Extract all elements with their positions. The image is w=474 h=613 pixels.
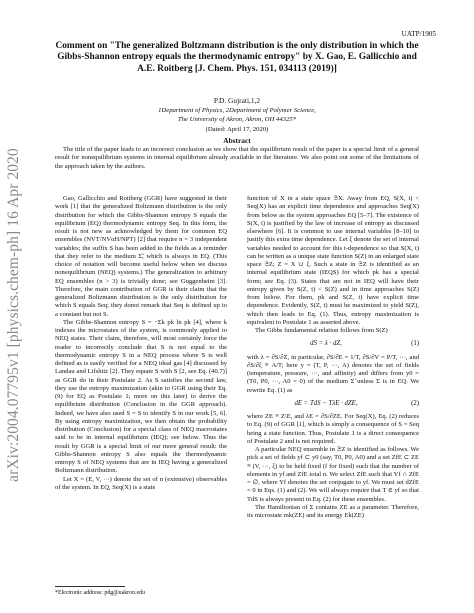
arxiv-identifier: arXiv:2004.07795v1 [physics.chem-ph] 16 Apr 2020 bbox=[5, 148, 22, 482]
right-column bbox=[247, 195, 419, 520]
preprint-number: UATP/1905 bbox=[401, 30, 436, 38]
affiliation-line-2: The University of Akron, Akron, OH 44325* bbox=[177, 116, 297, 123]
paragraph: Gao, Gallicchio and Roitberg (GGR) have suggested in their work [1] that the generalized Boltzmann distribution is the only distribution for which the Gibbs-Shannon entropy S equals the equilibrium (EQ) thermodynamic entropy Seq. In this form, the result is not new as acknowledged by them for common EQ ensembles (NVT/NVαH/NPT) [2] that require n = 3 independent variables; the suffix S has been added to the fields as a reminder that they refer to the medium Σ̃, which is always in EQ. (This choice of notation will become useful below when we discuss nonequilibrium (NEQ) systems.) The generalization to arbitrary EQ ensembles (n > 3) is trivially done; see Guggenheim [3]. Therefore, the main contribution of GGR is their claim that the generalized Boltzmann distribution is the only distribution for which S equals Seq; they donot remark that Seq is defined up to a constant but not S. bbox=[55, 195, 227, 318]
abstract-text: The title of the paper leads to an incorrect conclusion as we show that the equilibrium result of the paper is a special limit of a general result for nonequilibrium systems in internal equilibrium already available in the literature. We also point out some of the limitations of the approach taken by the authors. bbox=[55, 146, 419, 170]
affiliation-line-1: 1Department of Physics, 2Department of Polymer Science, bbox=[158, 107, 316, 114]
equation-body: dS = λ · dZ, bbox=[310, 340, 342, 348]
left-column bbox=[55, 195, 227, 492]
footnote-rule bbox=[55, 586, 125, 587]
equation-number: (1) bbox=[411, 340, 419, 348]
equation-1 bbox=[247, 340, 419, 348]
paragraph: A particular NEQ ensemble in 𝔖Z is identified as follows. We pick a set of fields yf ⊂ y0 (say, T0, P0, A0) and a set ZfE ⊂ ZE ≡ (V, ···, ξ) to be held fixed (f for fixed) such that the number of elements in yf and ZfE total n. We select ZfE such that Yf ∩ ZfE = ∅, where Yf denotes the set conjugate to yf. We must set dZfE = 0 in Eqs. (1) and (2). We will always require that T ∈ yf so that TdS is always present in Eq. (2) for these ensembles. bbox=[247, 446, 419, 503]
date-line: (Dated: April 17, 2020) bbox=[205, 126, 269, 133]
paper-title: Comment on "The generalized Boltzmann distribution is the only distribution in which the Gibbs-Shannon entropy equals the thermodynamic entropy" by X. Gao, E. Gallicchio and A.E. Roitberg [J. Chem. Phys. 151, 034113 (2019)] bbox=[55, 41, 419, 74]
paragraph: with λ = ∂S/∂Z, in particular, ∂S/∂E = 1/T, ∂S/∂V = P/T, ···, and ∂S/∂ξ ≡ A/T; here y = (T, P, ···, A) denotes the set of fields (temperature, pressure, ···, and affinity) and differs from y0 = (T0, P0, ···, A0 = 0) of the medium Σ̃ unless Σ is in EQ. We rewrite Eq. (1) as bbox=[247, 353, 419, 394]
equation-2 bbox=[247, 400, 419, 408]
paragraph: The Gibbs-Shannon entropy S = −Σk pk ln pk [4], where k indexes the microstates of the system, is commonly applied to NEQ states. Their claim, therefore, will most certainly force the reader to incorrectly conclude that S is not equal to the thermodynamic entropy S in a NEQ process where S is well defined as is easily verified for a NEQ ideal gas [4] discussed by Landau and Lifshitz [2]. They equate S with S [2, see Eq. (40.7)] as GGR do in their Postulate 2. As S satisfies the second law, they use the entropy maximization (akin to GGR using their Eq. (9) for EQ as Postulate 1; more on this later) to derive the equilibrium distribution (Conclusion in the GGR approach). Indeed, we have also used S = S to identify S in our work [5, 6]. By using entropy maximization, we then obtain the probability distribution (Conclusion) for a special class of NEQ macrostates said to be in internal equilibrium (IEQ); see below. Thus the result by GGR is a special limit of our more general result: the Gibbs-Shannon entropy S also equals the thermodynamic entropy S of NEQ systems that are in IEQ having a generalized Boltzmann distribution. bbox=[55, 318, 227, 475]
paragraph: Let X = (E, V, ···) denote the set of n (extensive) observables of the system. In EQ, Seq(X) is a state bbox=[55, 475, 227, 491]
equation-number: (2) bbox=[411, 399, 419, 407]
abstract-heading: Abstract bbox=[223, 136, 251, 145]
footnote: *Electronic address: pdg@uakron.edu bbox=[55, 590, 145, 596]
paragraph: The Hamiltonian of Σ contains ZE as a parameter. Therefore, its microstate mk(ZE) and its energy Ek(ZE) bbox=[247, 503, 419, 519]
equation-body: dE = TdS − TλE · dZE, bbox=[294, 399, 358, 407]
author-line: P.D. Gujrati,1,2 bbox=[213, 96, 261, 105]
paragraph: function of X in a state space 𝔖X. Away from EQ, S(X, t) < Seq(X) has an explicit time dependence and approaches Seq(X) from below as the system approaches EQ [5–7]. The existence of S(X, t) is justified by the law of increase of entropy as discussed elsewhere [6]. It is common to use internal variables [8–10] to justify this extra time dependence. Let ξ denote the set of internal variables needed to account for this t-dependence so that S(X, t) can be written as a unique state function S(Z) in an enlarged state space 𝔖Z; Z = X ∪ ξ. Such a state in 𝔖Z is identified as an internal equilibrium state (IEQS) for which pk has a special form; see Eq. (3). States that are not in IEQ will have their entropy given by S(Z, t) < S(Z) and in time approaches S(Z) from below. For them, pk and S(Z, t) have explicit time dependence. Evidently, S(Z, t) must be maximized to yield S(Z), which then leads to Eq. (1). Thus, entropy maximization is equivalent to Postulate 1 as asserted above. bbox=[247, 195, 419, 326]
paragraph: The Gibbs fundamental relation follows from S(Z) bbox=[255, 327, 388, 334]
affiliation bbox=[0, 106, 474, 124]
paragraph: where ZE ≡ Z\E, and λE = ∂S/∂ZE. For Seq(X), Eq. (2) reduces to Eq. (9) of GGR [1], which is simply a consequence of S = Seq being a state function. Thus, Postulate 1 is a direct consequence of Postulate 2 and is not required. bbox=[247, 413, 419, 445]
